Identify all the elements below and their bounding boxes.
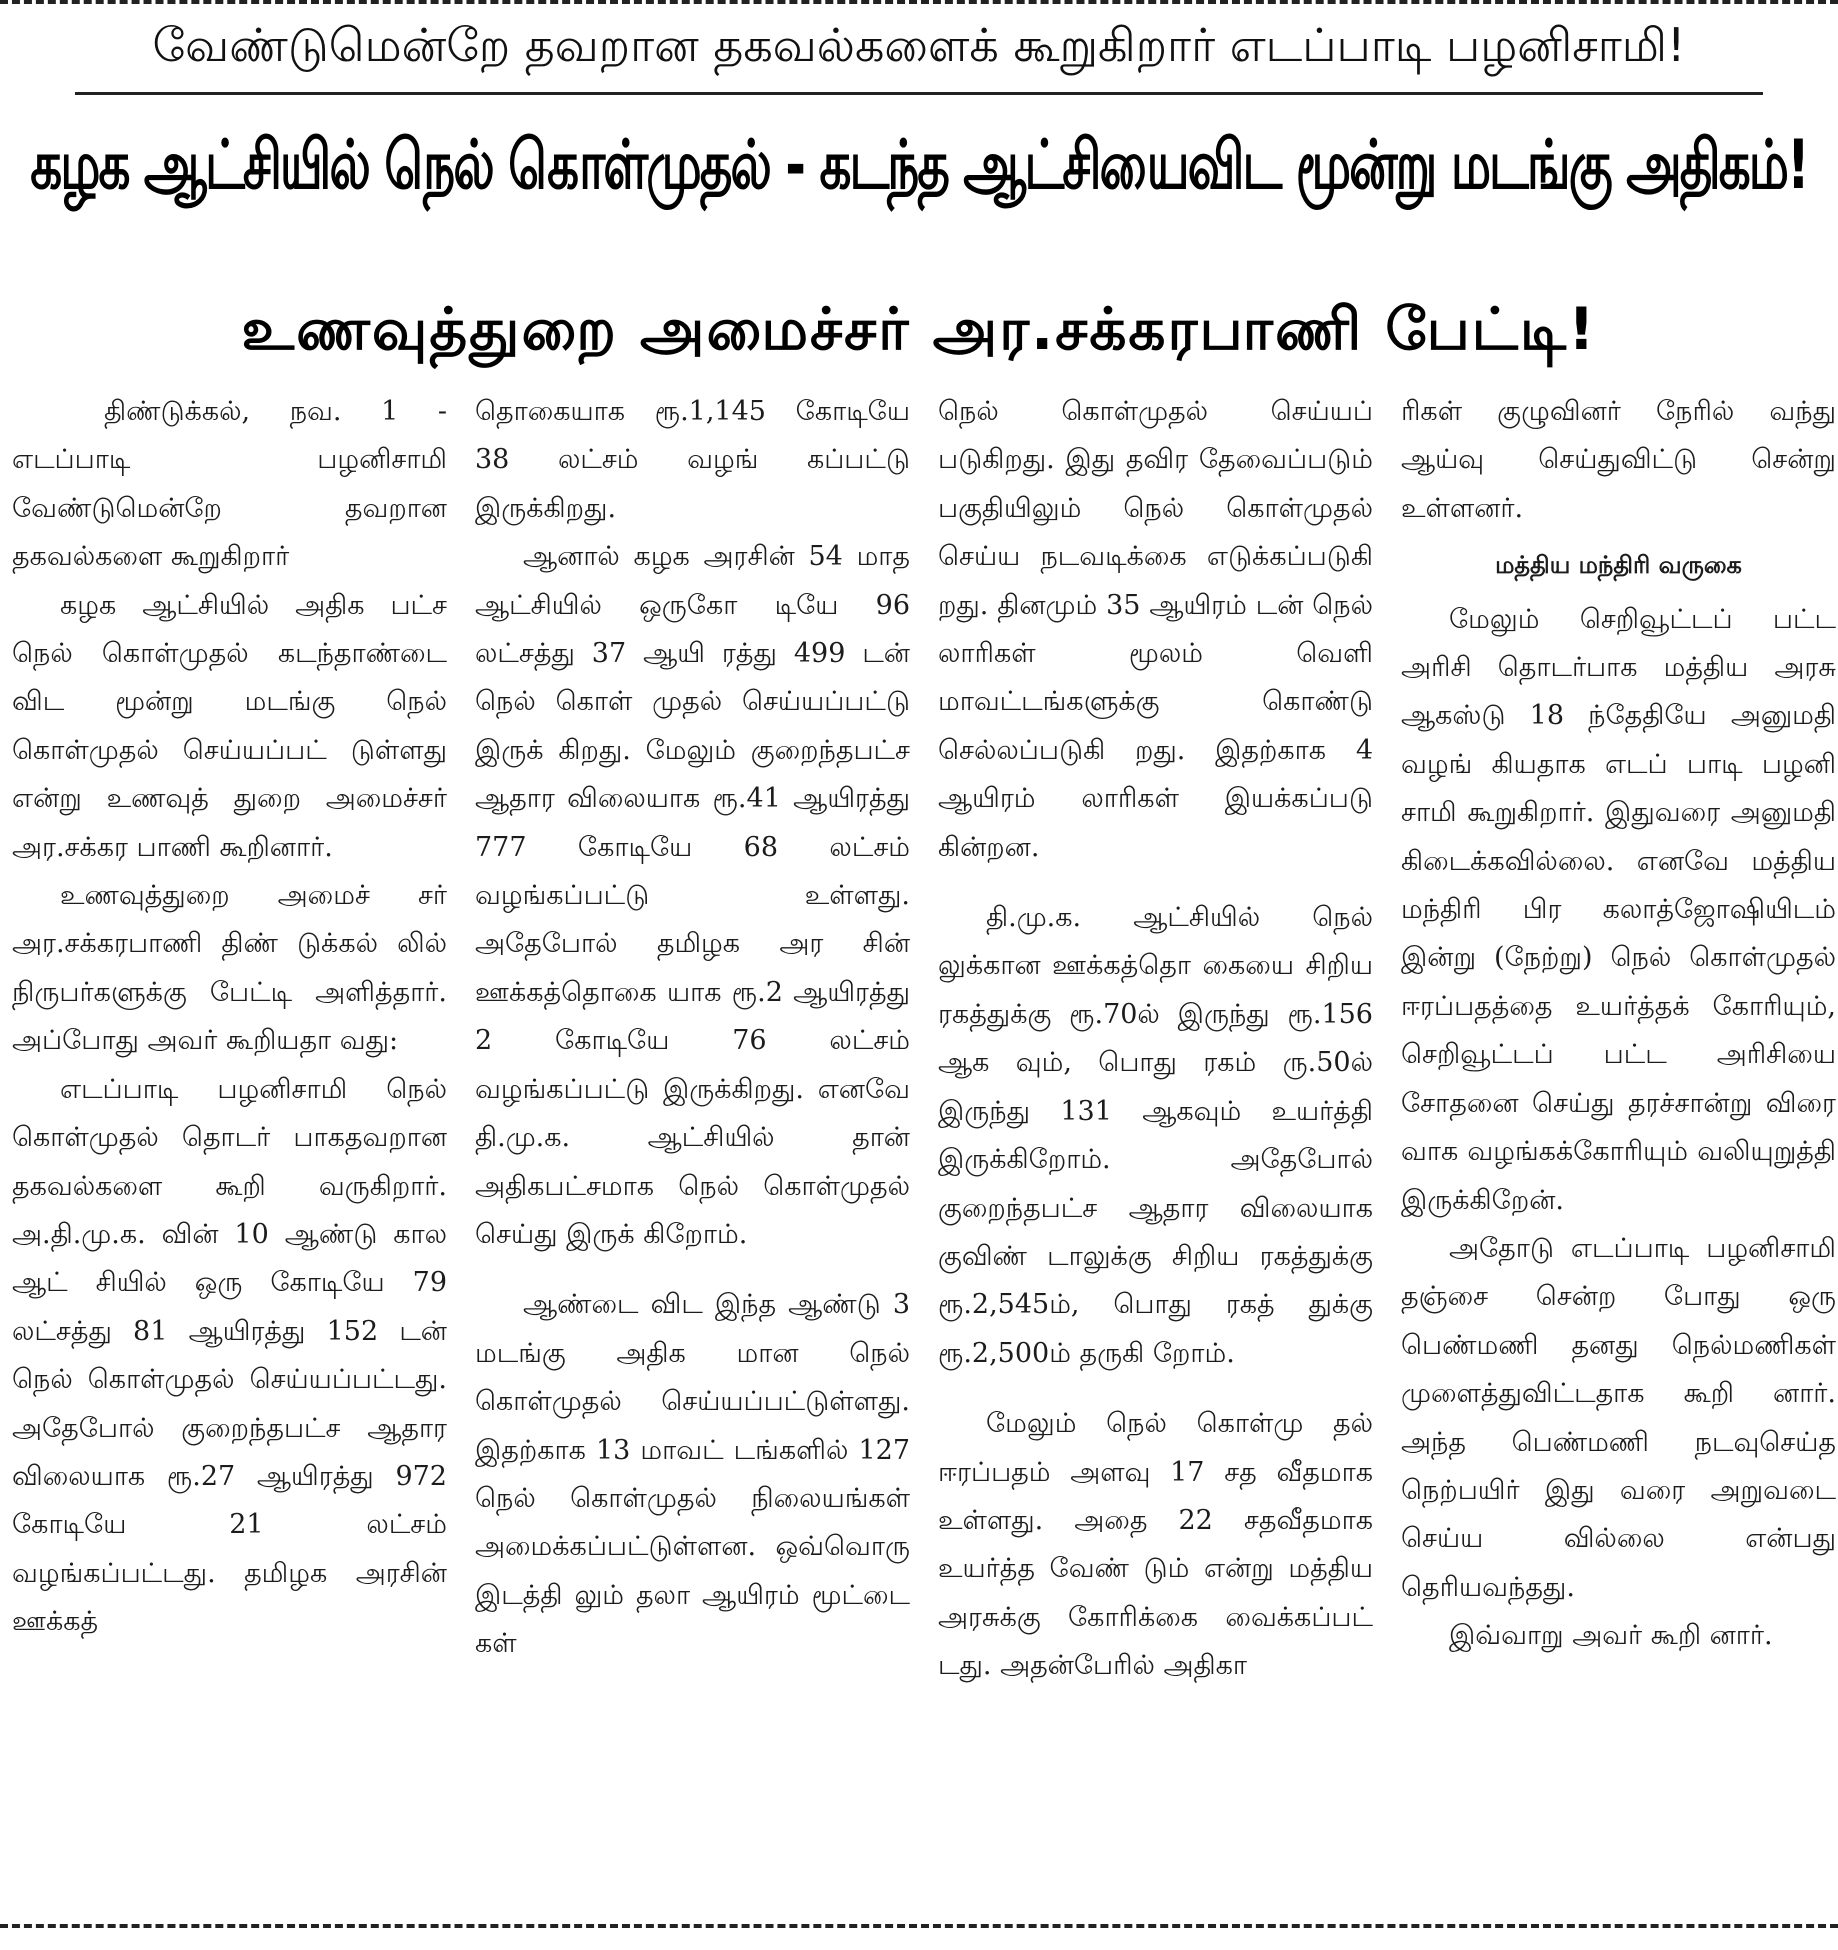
body-paragraph: மேலும் நெல் கொள்மு தல் ஈரப்பதம் அளவு 17 சத வீதமாக உள்ளது. அதை 22 சதவீதமாக உயர்த்த வேண் டும் என்று மத்திய அரசுக்கு கோரிக்கை வைக்கப்பட் டது. அதன்பேரில் அதிகா bbox=[938, 1408, 1373, 1682]
dateline-paragraph: திண்டுக்கல், நவ. 1 - எடப்பாடி பழனிசாமி வேண்டுமென்றே தவறான தகவல்களை கூறுகிறார் bbox=[12, 396, 447, 573]
body-paragraph: உணவுத்துறை அமைச் சர் அர.சக்கரபாணி திண் டுக்கல் லில் நிருபர்களுக்கு பேட்டி அளித்தார். அப்போது அவர் கூறியதா வது: bbox=[12, 880, 447, 1057]
section-subheading: மத்திய மந்திரி வருகை bbox=[1495, 551, 1742, 580]
body-paragraph: தி.மு.க. ஆட்சியில் நெல் லுக்கான ஊக்கத்தொ கையை சிறிய ரகத்துக்கு ரூ.70ல் இருந்து ரூ.156 ஆக வும், பொது ரகம் ரு.50ல் இருந்து 131 ஆகவும் உயர்த்தி இருக்கிறோம். அதேபோல் குறைந்தபட்ச ஆதார விலையாக குவிண் டாலுக்கு சிறிய ரகத்துக்கு ரூ.2,545ம், பொது ரகத் துக்கு ரூ.2,500ம் தருகி றோம். bbox=[938, 902, 1373, 1369]
article-body bbox=[12, 388, 1836, 1908]
body-paragraph: ஆனால் கழக அரசின் 54 மாத ஆட்சியில் ஒருகோ டியே 96 லட்சத்து 37 ஆயி ரத்து 499 டன் நெல் கொள் முதல் செய்யப்பட்டு இருக் கிறது. மேலும் குறைந்தபட்ச ஆதார விலையாக ரூ.41 ஆயிரத்து 777 கோடியே 68 லட்சம் வழங்கப்பட்டு உள்ளது. அதேபோல் தமிழக அர சின் ஊக்கத்தொகை யாக ரூ.2 ஆயிரத்து 2 கோடியே 76 லட்சம் வழங்கப்பட்டு இருக்கிறது. எனவே தி.மு.க. ஆட்சியில் தான் அதிகபட்சமாக நெல் கொள்முதல் செய்து இருக் கிறோம். bbox=[475, 541, 910, 1250]
top-dashed-rule bbox=[0, 0, 1838, 12]
body-paragraph: ஆண்டை விட இந்த ஆண்டு 3 மடங்கு அதிக மான நெல் கொள்முதல் செய்யப்பட்டுள்ளது. இதற்காக 13 மாவட் டங்களில் 127 நெல் கொள்முதல் நிலையங்கள் அமைக்கப்பட்டுள்ளன. ஒவ்வொரு இடத்தி லும் தலா ஆயிரம் மூட்டை கள் bbox=[475, 1289, 910, 1660]
article-kicker: வேண்டுமென்றே தவறான தகவல்களைக் கூறுகிறார் எடப்பாடி பழனிசாமி! bbox=[152, 18, 1686, 72]
body-paragraph: நெல் கொள்முதல் செய்யப் படுகிறது. இது தவிர தேவைப்படும் பகுதியிலும் நெல் கொள்முதல் செய்ய நடவடிக்கை எடுக்கப்படுகி றது. தினமும் 35 ஆயிரம் டன் நெல் லாரிகள் மூலம் வெளி மாவட்டங்களுக்கு கொண்டு செல்லப்படுகி றது. இதற்காக 4 ஆயிரம் லாரிகள் இயக்கப்படு கின்றன. bbox=[938, 396, 1373, 863]
body-paragraph: கழக ஆட்சியில் அதிக பட்ச நெல் கொள்முதல் கடந்தாண்டை விட மூன்று மடங்கு நெல் கொள்முதல் செய்யப்பட் டுள்ளது என்று உணவுத் துறை அமைச்சர் அர.சக்கர பாணி கூறினார். bbox=[12, 589, 447, 863]
bottom-dashed-rule bbox=[0, 1924, 1838, 1928]
body-paragraph: இவ்வாறு அவர் கூறி னார். bbox=[1449, 1620, 1773, 1652]
article-column-3 bbox=[938, 388, 1373, 1908]
body-paragraph: மேலும் செறிவூட்டப் பட்ட அரிசி தொடர்பாக மத்திய அரசு ஆகஸ்டு 18 ந்தேதியே அனுமதி வழங் கியதாக எடப் பாடி பழனி சாமி கூறுகிறார். இதுவரை அனுமதி கிடைக்கவில்லை. எனவே மத்திய மந்திரி பிர கலாத்ஜோஷியிடம் இன்று (நேற்று) நெல் கொள்முதல் ஈரப்பதத்தை உயர்த்தக் கோரியும், செறிவூட்டப் பட்ட அரிசியை சோதனை செய்து தரச்சான்று விரை வாக வழங்கக்கோரியும் வலியுறுத்தி இருக்கிறேன். bbox=[1401, 603, 1836, 1216]
body-paragraph: தொகையாக ரூ.1,145 கோடியே 38 லட்சம் வழங் கப்பட்டு இருக்கிறது. bbox=[475, 396, 910, 524]
body-paragraph: அதோடு எடப்பாடி பழனிசாமி தஞ்சை சென்ற போது ஒரு பெண்மணி தனது நெல்மணிகள் முளைத்துவிட்டதாக கூறி னார். அந்த பெண்மணி நடவுசெய்த நெற்பயிர் இது வரை அறுவடை செய்ய வில்லை என்பது தெரியவந்தது. bbox=[1401, 1232, 1836, 1603]
article-subheadline: உணவுத்துறை அமைச்சர் அர.சக்கரபாணி பேட்டி! bbox=[241, 295, 1597, 363]
article-column-2 bbox=[475, 388, 910, 1908]
article-column-4 bbox=[1401, 388, 1836, 1908]
article-column-1 bbox=[12, 388, 447, 1908]
body-paragraph: ரிகள் குழுவினர் நேரில் வந்து ஆய்வு செய்துவிட்டு சென்று உள்ளனர். bbox=[1401, 396, 1836, 524]
kicker-divider bbox=[75, 92, 1763, 95]
article-headline: கழக ஆட்சியில் நெல் கொள்முதல் - கடந்த ஆட்சியைவிட மூன்று மடங்கு அதிகம்! bbox=[30, 126, 1808, 205]
body-paragraph: எடப்பாடி பழனிசாமி நெல் கொள்முதல் தொடர் பாகதவறான தகவல்களை கூறி வருகிறார். அ.தி.மு.க. வின் 10 ஆண்டு கால ஆட் சியில் ஒரு கோடியே 79 லட்சத்து 81 ஆயிரத்து 152 டன் நெல் கொள்முதல் செய்யப்பட்டது. அதேபோல் குறைந்தபட்ச ஆதார விலையாக ரூ.27 ஆயிரத்து 972 கோடியே 21 லட்சம் வழங்கப்பட்டது. தமிழக அரசின் ஊக்கத் bbox=[12, 1073, 447, 1638]
